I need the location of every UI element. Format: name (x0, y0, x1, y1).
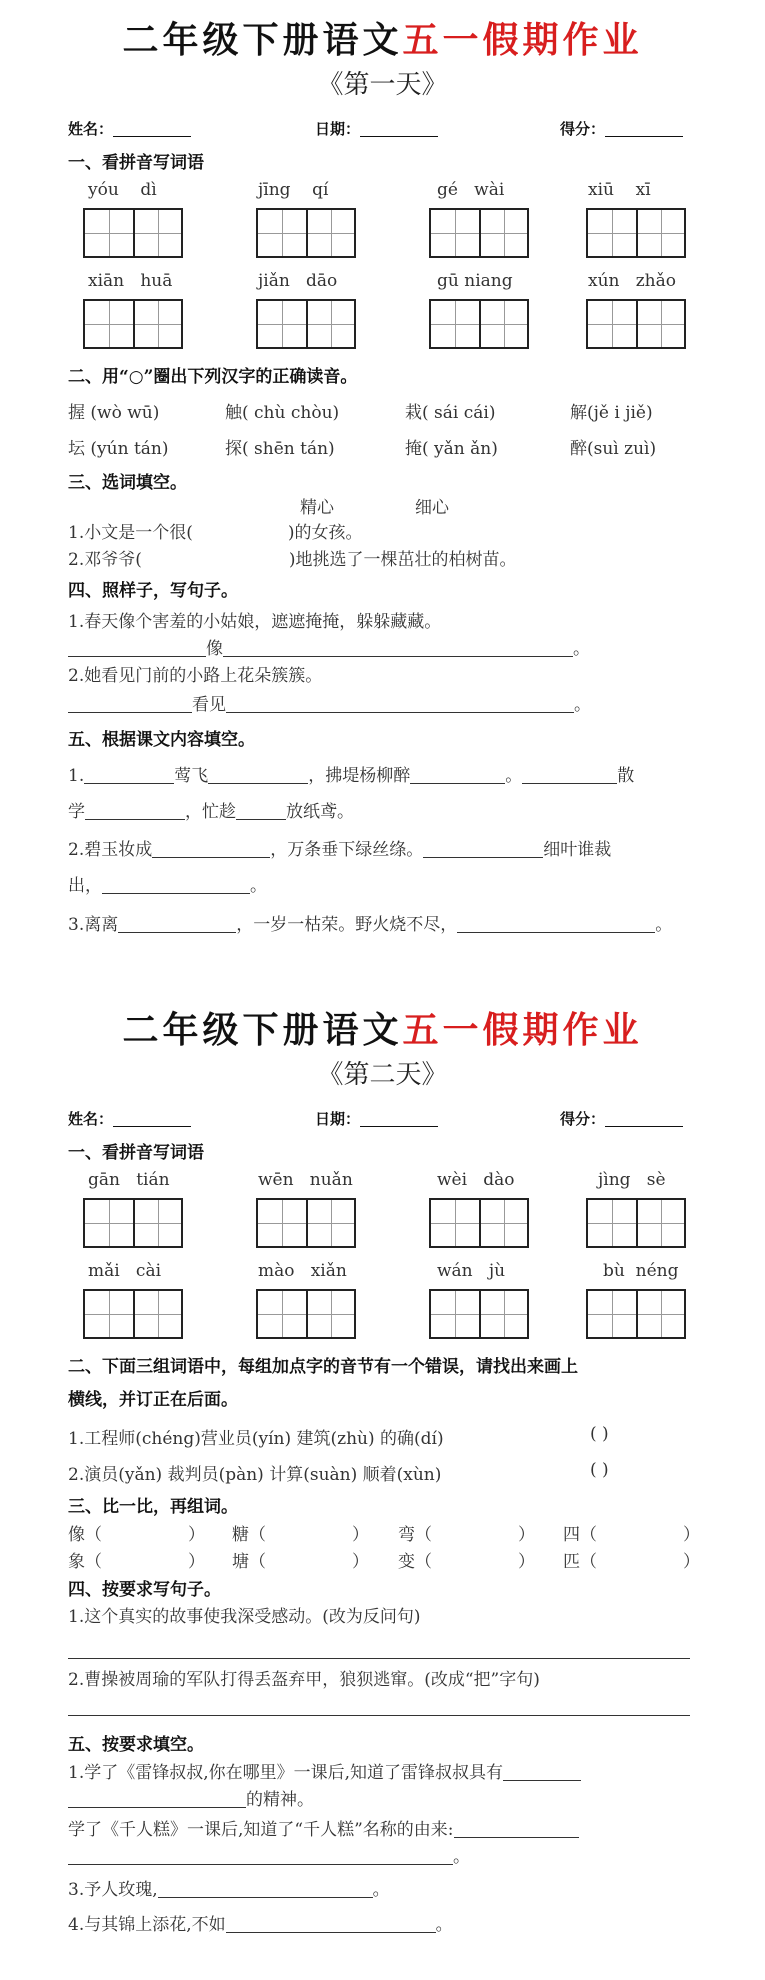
date-field (315, 1108, 438, 1129)
correction-row: 2.演员(yǎn) 裁判员(pàn) 计算(suàn) 顺着(xùn) (68, 1465, 442, 1485)
title-black-part: 二年级下册语文 (122, 19, 403, 61)
pinyin-label: gū niang (437, 271, 513, 291)
fill-line[interactable]: 学了《千人糕》一课后,知道了“千人糕”名称的由来: (68, 1815, 579, 1840)
correction-answer[interactable]: ( ) (590, 1424, 609, 1444)
name-blank[interactable] (113, 1112, 191, 1127)
compare-word: 匹（ (563, 1552, 597, 1572)
score-field (560, 1108, 683, 1129)
compare-word-close[interactable]: ） (683, 1525, 700, 1545)
answer-line[interactable] (68, 1715, 690, 1716)
name-blank[interactable] (113, 122, 191, 137)
compare-word-close[interactable]: ） (518, 1552, 535, 1572)
title-red-part: 五一假期作业 (402, 19, 643, 61)
tian-grid-box[interactable] (83, 1289, 183, 1339)
pinyin-label: gé wài (437, 180, 505, 200)
pinyin-label: mào xiǎn (258, 1261, 347, 1281)
section-rewrite-heading: 四、按要求写句子。 (68, 1580, 221, 1600)
pinyin-label: yóu dì (88, 180, 157, 200)
tian-grid-box[interactable] (83, 299, 183, 349)
section-pinyin-heading: 一、看拼音写词语 (68, 1143, 204, 1163)
reading-choice[interactable]: 栽( sái cái) (405, 403, 496, 423)
score-label: 得分： (560, 1110, 606, 1128)
compare-word: 塘（ (232, 1552, 266, 1572)
tian-grid-box[interactable] (256, 208, 356, 258)
name-field (68, 118, 191, 139)
worksheet-title (0, 12, 765, 63)
compare-word: 象（ (68, 1552, 102, 1572)
section-sentence-heading: 四、照样子，写句子。 (68, 581, 238, 601)
poem-fill-line[interactable]: 2.碧玉妆成 ，万条垂下绿丝绦。 细叶谁裁 (68, 840, 612, 860)
title-black-part: 二年级下册语文 (122, 1009, 403, 1051)
tian-grid-box[interactable] (256, 299, 356, 349)
compare-word-close[interactable]: ） (352, 1552, 369, 1572)
worksheet-subtitle: 《第一天》 (317, 70, 448, 100)
tian-grid-box[interactable] (429, 208, 529, 258)
poem-fill-line[interactable]: 3.离离 ，一岁一枯荣。野火烧不尽， 。 (68, 915, 673, 935)
date-label: 日期： (315, 1110, 361, 1128)
compare-word: 四（ (563, 1525, 597, 1545)
section-text-fill-heading: 五、根据课文内容填空。 (68, 730, 255, 750)
reading-choice[interactable]: 解(jě i jiě) (570, 403, 653, 423)
compare-word: 弯（ (398, 1525, 432, 1545)
compare-word-close[interactable]: ） (188, 1552, 205, 1572)
tian-grid-box[interactable] (586, 299, 686, 349)
reading-choice[interactable]: 探( shēn tán) (225, 439, 335, 459)
pinyin-label: xún zhǎo (588, 271, 676, 291)
reading-choice[interactable]: 掩( yǎn ǎn) (405, 439, 498, 459)
worksheet-subtitle: 《第二天》 (317, 1060, 448, 1090)
score-label: 得分： (560, 120, 606, 138)
pinyin-label: wèi dào (437, 1170, 515, 1190)
tian-grid-box[interactable] (256, 1289, 356, 1339)
sentence-blank-row[interactable]: 像 。 (68, 634, 590, 659)
name-label: 姓名： (68, 1110, 114, 1128)
name-field (68, 1108, 191, 1129)
example-sentence: 1.春天像个害羞的小姑娘，遮遮掩掩，躲躲藏藏。 (68, 612, 442, 632)
poem-fill-line[interactable]: 学 ，忙趁 放纸鸢。 (68, 802, 354, 822)
pinyin-label: jiǎn dāo (258, 271, 338, 291)
compare-word-close[interactable]: ） (683, 1552, 700, 1572)
compare-word-close[interactable]: ） (352, 1525, 369, 1545)
score-field (560, 118, 683, 139)
word-option: 精心 (300, 498, 334, 518)
worksheet-title (0, 1002, 765, 1053)
pinyin-label: wēn nuǎn (258, 1170, 353, 1190)
correction-answer[interactable]: ( ) (590, 1460, 609, 1480)
pinyin-label: bù néng (603, 1261, 679, 1281)
pinyin-label: xiū xī (588, 180, 651, 200)
section-reading-heading: 二、用“○”圈出下列汉字的正确读音。 (68, 367, 358, 387)
compare-word: 像（ (68, 1525, 102, 1545)
section-word-choice-heading: 三、选词填空。 (68, 473, 187, 493)
date-blank[interactable] (360, 1112, 438, 1127)
tian-grid-box[interactable] (429, 1289, 529, 1339)
section-pinyin-heading: 一、看拼音写词语 (68, 153, 204, 173)
fill-sentence: 2.邓爷爷( )地挑选了一棵茁壮的柏树苗。 (68, 550, 517, 570)
tian-grid-box[interactable] (586, 1198, 686, 1248)
compare-word-close[interactable]: ） (188, 1525, 205, 1545)
score-blank[interactable] (605, 122, 683, 137)
tian-grid-box[interactable] (429, 1198, 529, 1248)
tian-grid-box[interactable] (429, 299, 529, 349)
reading-choice[interactable]: 握 (wò wū) (68, 403, 160, 423)
fill-line[interactable]: 的精神。 (68, 1785, 314, 1810)
section-fill-heading: 五、按要求填空。 (68, 1735, 204, 1755)
tian-grid-box[interactable] (586, 208, 686, 258)
fill-line[interactable]: 。 (68, 1842, 470, 1867)
sentence-blank-row[interactable]: 看见 。 (68, 690, 591, 715)
tian-grid-box[interactable] (83, 208, 183, 258)
reading-choice[interactable]: 醉(suì zuì) (570, 439, 657, 459)
fill-sentence: 1.小文是一个很( )的女孩。 (68, 523, 363, 543)
example-sentence: 2.她看见门前的小路上花朵簇簇。 (68, 666, 323, 686)
pinyin-label: gān tián (88, 1170, 170, 1190)
reading-choice[interactable]: 坛 (yún tán) (68, 439, 169, 459)
section-correction-heading: 二、下面三组词语中，每组加点字的音节有一个错误，请找出来画上 (68, 1357, 578, 1377)
word-option: 细心 (415, 498, 449, 518)
title-red-part: 五一假期作业 (402, 1009, 643, 1051)
score-blank[interactable] (605, 1112, 683, 1127)
pinyin-label: mǎi cài (88, 1261, 162, 1281)
poem-fill-line[interactable]: 出， 。 (68, 876, 267, 896)
fill-line[interactable]: 4.与其锦上添花,不如 。 (68, 1915, 453, 1935)
reading-choice[interactable]: 触( chù chòu) (225, 403, 340, 423)
fill-line[interactable]: 1.学了《雷锋叔叔,你在哪里》一课后,知道了雷锋叔叔具有 (68, 1758, 581, 1783)
date-label: 日期： (315, 120, 361, 138)
date-field (315, 118, 438, 139)
tian-grid-box[interactable] (586, 1289, 686, 1339)
correction-row: 1.工程师(chéng)营业员(yín) 建筑(zhù) 的确(dí) (68, 1429, 444, 1449)
tian-grid-box[interactable] (256, 1198, 356, 1248)
poem-fill-line[interactable]: 1. 莺飞 ，拂堤杨柳醉 。 散 (68, 766, 635, 786)
rewrite-question: 2.曹操被周瑜的军队打得丢盔弃甲，狼狈逃窜。(改成“把”字句) (68, 1670, 540, 1690)
compare-word: 糖（ (232, 1525, 266, 1545)
date-blank[interactable] (360, 122, 438, 137)
rewrite-question: 1.这个真实的故事使我深受感动。(改为反问句) (68, 1607, 421, 1627)
fill-line[interactable]: 3.予人玫瑰, 。 (68, 1880, 390, 1900)
answer-line[interactable] (68, 1658, 690, 1659)
section-correction-heading-cont: 横线，并订正在后面。 (68, 1390, 238, 1410)
tian-grid-box[interactable] (83, 1198, 183, 1248)
compare-word: 变（ (398, 1552, 432, 1572)
pinyin-label: jìng sè (598, 1170, 666, 1190)
name-label: 姓名： (68, 120, 114, 138)
section-compare-heading: 三、比一比，再组词。 (68, 1497, 238, 1517)
pinyin-label: xiān huā (88, 271, 173, 291)
pinyin-label: wán jù (437, 1261, 506, 1281)
compare-word-close[interactable]: ） (518, 1525, 535, 1545)
pinyin-label: jīng qí (258, 180, 329, 200)
